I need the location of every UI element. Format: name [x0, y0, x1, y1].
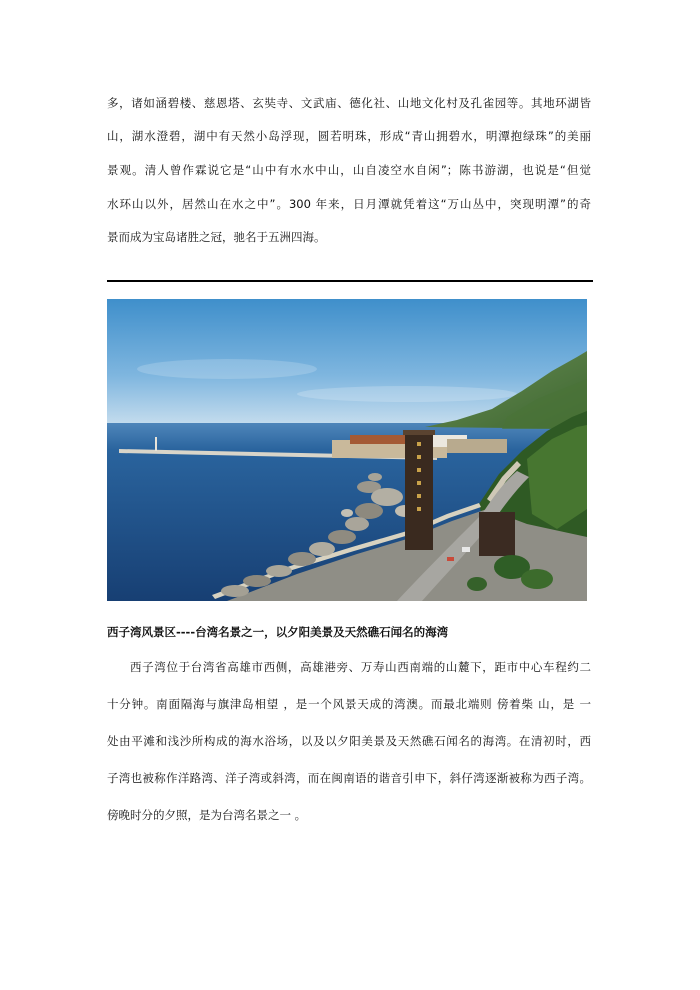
photo-illustration	[107, 299, 587, 601]
paragraph-line: 十分钟。南面隔海与旗津岛相望 ，是一个风景天成的湾澳。而最北端则 傍着柴 山，是 一	[107, 697, 591, 711]
gate-pillar	[479, 512, 515, 556]
paragraph-line: 景而成为宝岛诸胜之冠，驰名于五洲四海。	[107, 230, 326, 244]
cloud	[137, 359, 317, 379]
port-roof	[350, 435, 410, 444]
paragraph-line: 山，湖水澄碧，湖中有天然小岛浮现，圆若明珠，形成“青山拥碧水，明潭抱绿珠”的美丽	[107, 129, 591, 143]
car	[447, 557, 454, 561]
paragraph-line: 水环山以外，居然山在水之中”。300 年来，日月潭就凭着这“万山丛中，突现明潭”的奇	[107, 197, 591, 211]
section-heading: 西子湾风景区----台湾名景之一，以夕阳美景及天然礁石闻名的海湾	[107, 625, 449, 639]
paragraph-line: 多，诸如涵碧楼、慈恩塔、玄奘寺、文武庙、德化社、山地文化村及孔雀园等。其地环湖皆	[107, 96, 591, 110]
cloud	[297, 386, 517, 402]
paragraph-line: 西子湾位于台湾省高雄市西侧，高雄港旁、万寿山西南端的山麓下，距市中心车程约二	[130, 660, 591, 674]
paragraph-line: 傍晚时分的夕照，是为台湾名景之一 。	[107, 808, 307, 822]
warehouse	[447, 439, 507, 453]
paragraph-line: 处由平滩和浅沙所构成的海水浴场，以及以夕阳美景及天然礁石闻名的海湾。在清初时，西	[107, 734, 591, 748]
paragraph-line: 子湾也被称作洋路湾、洋子湾或斜湾，而在闽南语的谐音引申下，斜仔湾逐渐被称为西子湾。	[107, 771, 591, 785]
car	[462, 547, 470, 552]
coastal-bay-photo	[107, 299, 587, 601]
paragraph-line: 景观。清人曾作霖说它是“山中有水水中山，山自凌空水自闲”；陈书游湖，也说是“但觉	[107, 163, 591, 177]
light-pole	[155, 437, 157, 451]
campus-tower	[403, 430, 435, 550]
horizontal-divider	[107, 280, 593, 282]
